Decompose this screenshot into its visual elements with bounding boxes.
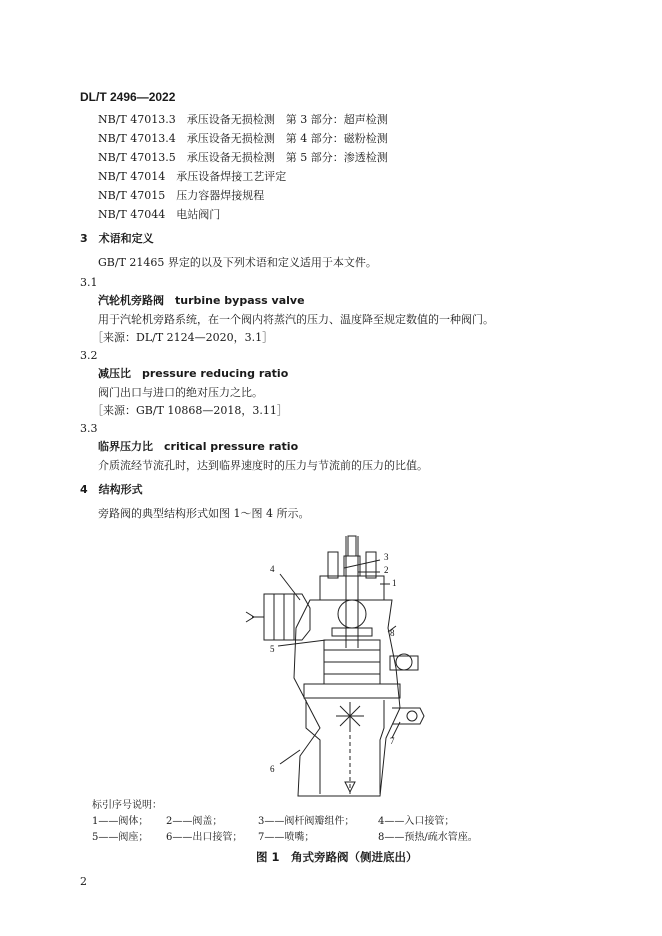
reference-item: NB/T 47013.3 承压设备无损检测 第 3 部分：超声检测 [98, 113, 388, 126]
term-name: 减压比 pressure reducing ratio [98, 367, 289, 380]
legend-item: 4——入口接管； [378, 816, 455, 827]
callout-6: 6 [270, 764, 275, 774]
term-number: 3.3 [80, 422, 98, 435]
term-name: 临界压力比 critical pressure ratio [98, 440, 299, 453]
section-intro: 旁路阀的典型结构形式如图 1～图 4 所示。 [98, 507, 310, 520]
reference-item: NB/T 47044 电站阀门 [98, 208, 221, 221]
term-definition: 阀门出口与进口的绝对压力之比。 [98, 386, 263, 399]
page-number: 2 [80, 875, 87, 888]
section-heading: 3 术语和定义 [80, 232, 154, 245]
legend-item: 5——阀座； [92, 832, 149, 843]
valve-drawing [240, 528, 440, 804]
callout-2: 2 [384, 565, 389, 575]
callout-4: 4 [270, 564, 275, 574]
term-number: 3.1 [80, 276, 98, 289]
term-definition: 介质流经节流孔时，达到临界速度时的压力与节流前的压力的比值。 [98, 459, 428, 472]
section-intro: GB/T 21465 界定的以及下列术语和定义适用于本文件。 [98, 256, 377, 269]
term-source: ［来源：GB/T 10868—2018，3.11］ [92, 404, 288, 417]
figure-caption: 图 1 角式旁路阀（侧进底出） [256, 850, 418, 864]
callout-8: 8 [390, 628, 395, 638]
legend-item: 6——出口接管； [166, 832, 243, 843]
legend-item: 3——阀杆阀瓣组件； [258, 816, 355, 827]
legend-item: 8——预热/疏水管座。 [378, 832, 478, 843]
callout-1: 1 [392, 578, 397, 588]
legend-item: 1——阀体； [92, 816, 149, 827]
reference-item: NB/T 47013.4 承压设备无损检测 第 4 部分：磁粉检测 [98, 132, 388, 145]
legend-item: 7——喷嘴； [258, 832, 315, 843]
section-heading: 4 结构形式 [80, 483, 143, 496]
term-number: 3.2 [80, 349, 98, 362]
reference-item: NB/T 47014 承压设备焊接工艺评定 [98, 170, 287, 183]
standard-number: DL/T 2496—2022 [80, 90, 176, 104]
callout-7: 7 [390, 736, 395, 746]
term-source: ［来源：DL/T 2124—2020，3.1］ [92, 331, 274, 344]
reference-item: NB/T 47013.5 承压设备无损检测 第 5 部分：渗透检测 [98, 151, 388, 164]
term-name: 汽轮机旁路阀 turbine bypass valve [98, 294, 305, 307]
legend-title: 标引序号说明： [92, 800, 162, 811]
callout-5: 5 [270, 644, 275, 654]
callout-3: 3 [384, 552, 389, 562]
reference-item: NB/T 47015 压力容器焊接规程 [98, 189, 265, 202]
legend-item: 2——阀盖； [166, 816, 223, 827]
term-definition: 用于汽轮机旁路系统，在一个阀内将蒸汽的压力、温度降至规定数值的一种阀门。 [98, 313, 494, 326]
